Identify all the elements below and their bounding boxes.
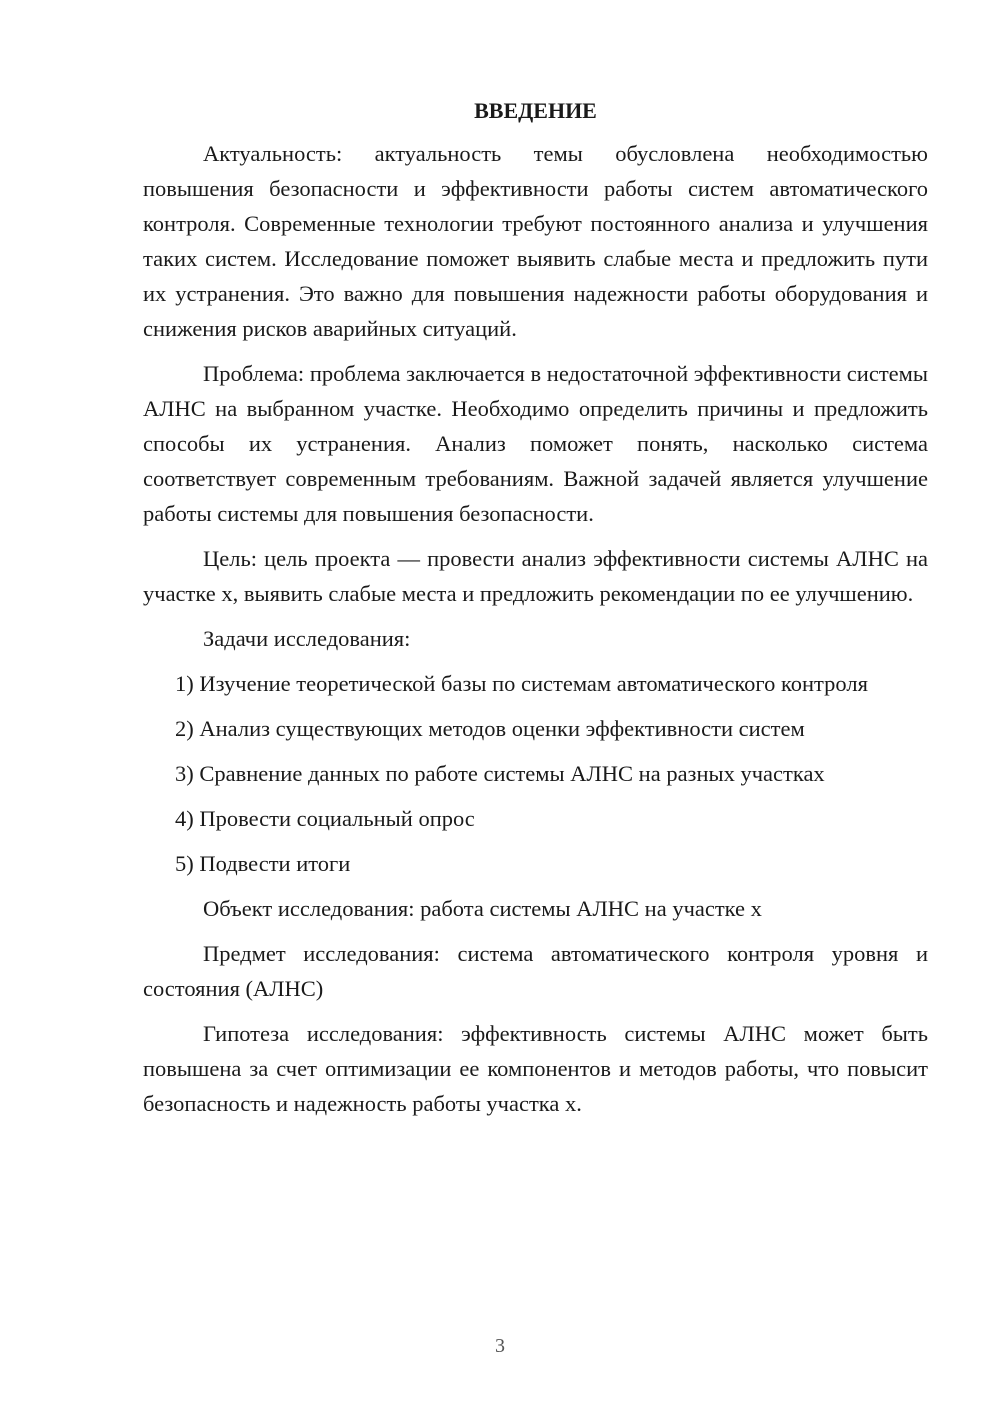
page-number: 3 (495, 1335, 505, 1357)
task-item: 4) Провести социальный опрос (175, 806, 475, 831)
page-title: ВВЕДЕНИЕ (474, 98, 597, 123)
task-item: 3) Сравнение данных по работе системы АЛНС на разных участках (175, 761, 825, 786)
relevance-paragraph: Актуальность: актуальность темы обусловлена необходимостью повышения безопасности и эффективности работы систем автоматического контроля. Современные технологии требуют постоянного анализа и улучшения таких систем. Исследование поможет выявить слабые места и предложить пути их устранения. Это важно для повышения надежности работы оборудования и снижения рисков аварийных ситуаций. (143, 141, 928, 341)
task-item: 1) Изучение теоретической базы по системам автоматического контроля (175, 671, 868, 696)
goal-paragraph: Цель: цель проекта — провести анализ эффективности системы АЛНС на участке x, выявить слабые места и предложить рекомендации по ее улучшению. (143, 546, 928, 606)
problem-paragraph: Проблема: проблема заключается в недостаточной эффективности системы АЛНС на выбранном участке. Необходимо определить причины и предложить способы их устранения. Анализ поможет понять, насколько система соответствует современным требованиям. Важной задачей является улучшение работы системы для повышения безопасности. (143, 361, 928, 526)
research-subject: Предмет исследования: система автоматического контроля уровня и состояния (АЛНС) (143, 941, 928, 1001)
research-object: Объект исследования: работа системы АЛНС на участке x (203, 896, 762, 921)
task-item: 2) Анализ существующих методов оценки эффективности систем (175, 716, 805, 741)
task-item: 5) Подвести итоги (175, 851, 351, 876)
tasks-heading: Задачи исследования: (203, 626, 411, 651)
research-hypothesis: Гипотеза исследования: эффективность системы АЛНС может быть повышена за счет оптимизации ее компонентов и методов работы, что повысит безопасность и надежность работы участка x. (143, 1021, 928, 1116)
page-content (143, 96, 928, 1121)
